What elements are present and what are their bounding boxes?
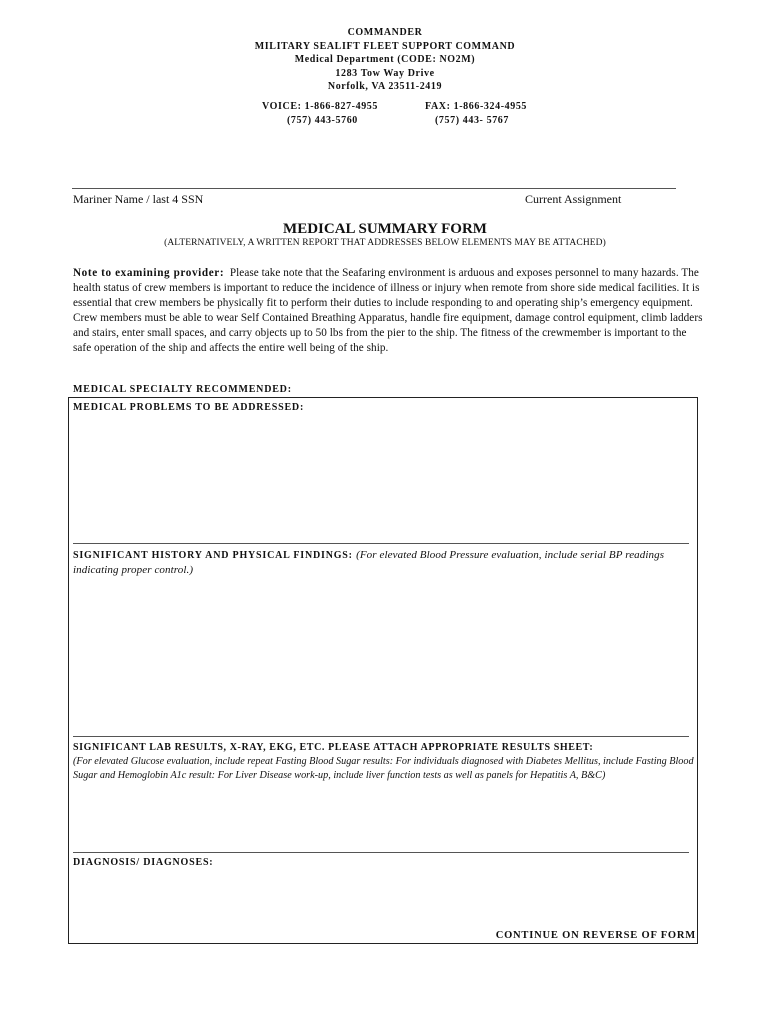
form-subtitle: (ALTERNATIVELY, A WRITTEN REPORT THAT ADDRESSES BELOW ELEMENTS MAY BE ATTACHED) — [164, 238, 606, 248]
header-line-street: 1283 Tow Way Drive — [335, 67, 435, 79]
history-divider — [73, 736, 689, 737]
fax-alt-number: (757) 443- 5767 — [435, 115, 509, 126]
problems-divider — [73, 543, 689, 544]
medical-problems-label: MEDICAL PROBLEMS TO BE ADDRESSED: — [73, 402, 305, 413]
history-label: SIGNIFICANT HISTORY AND PHYSICAL FINDINGS: — [73, 550, 353, 561]
diagnosis-label: DIAGNOSIS/ DIAGNOSES: — [73, 857, 214, 868]
lab-results-note: (For elevated Glucose evaluation, include repeat Fasting Blood Sugar results: For individuals diagnosed with Diabetes Mellitus, include Fasting Blood Sugar and Hemoglobin A1c result: For Liver Disease work-up, include liver function tests as well as panels for Hepatitis A, B&C) — [73, 756, 694, 781]
mariner-name-label: Mariner Name / last 4 SSN — [73, 192, 204, 206]
medical-specialty-label: MEDICAL SPECIALTY RECOMMENDED: — [73, 384, 292, 395]
fax-number: FAX: 1-866-324-4955 — [425, 101, 528, 112]
voice-alt-number: (757) 443-5760 — [287, 115, 358, 126]
form-title: MEDICAL SUMMARY FORM — [283, 221, 487, 237]
provider-note-heading: Note to examining provider: — [73, 267, 225, 279]
mariner-signature-line[interactable] — [72, 188, 676, 189]
header-line-city: Norfolk, VA 23511-2419 — [327, 81, 443, 93]
provider-note-body: Please take note that the Seafaring environment is arduous and exposes personnel to many hazards. The health status of crew members is important to reduce the incidence of illness or injury when remote from shore side medical facilities. It is essential that crew members be physically fit to perform their duties to include responding to and operating ship’s emergency equipment. Crew members must be able to wear Self Contained Breathing Apparatus, handle fire equipment, damage control equipment, climb ladders and stairs, enter small spaces, and carry objects up to 50 lbs from the pier to the ship. The fitness of the crewmember is important to the safe operation of the ship and affects the entire well being of the ship. — [73, 267, 703, 354]
history-note: (For elevated Blood Pressure evaluation, include serial BP readings indicating proper control.) — [73, 549, 665, 576]
history-section — [73, 548, 698, 578]
header-line-command: MILITARY SEALIFT FLEET SUPPORT COMMAND — [254, 40, 516, 52]
lab-results-label: SIGNIFICANT LAB RESULTS, X-RAY, EKG, ETC. PLEASE ATTACH APPROPRIATE RESULTS SHEET: — [73, 742, 594, 753]
lab-divider — [73, 852, 689, 853]
letterhead — [0, 26, 770, 94]
current-assignment-label: Current Assignment — [525, 192, 622, 206]
header-line-department: Medical Department (CODE: NO2M) — [294, 54, 476, 66]
continue-reverse-note: CONTINUE ON REVERSE OF FORM — [495, 930, 696, 941]
voice-number: VOICE: 1-866-827-4955 — [262, 101, 379, 112]
header-line-commander: COMMANDER — [347, 27, 423, 38]
provider-note — [73, 266, 703, 356]
